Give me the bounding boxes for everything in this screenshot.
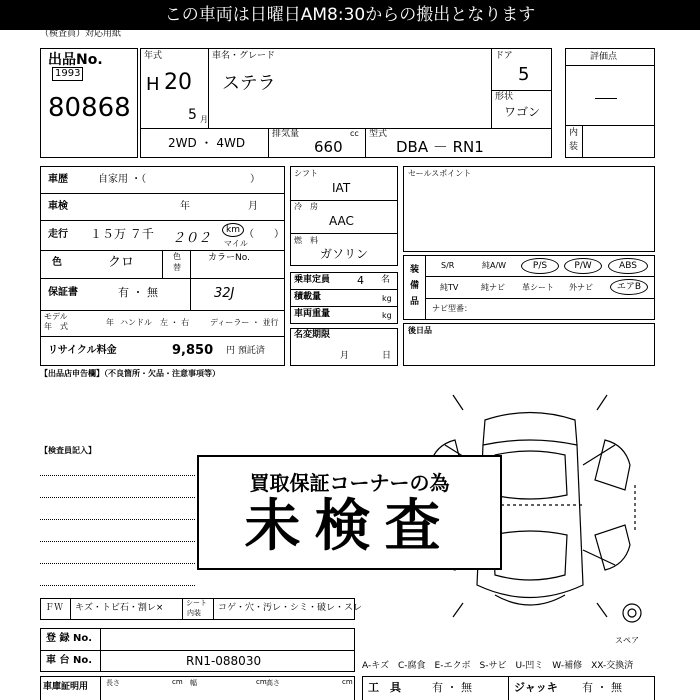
recycle-value: 9,850	[172, 343, 214, 358]
equip-tv: 純TV	[440, 283, 459, 292]
cert-cm-3: cm	[342, 678, 353, 686]
drive-value: 2WD ・ 4WD	[168, 136, 246, 150]
year-month-unit: 月	[200, 115, 208, 124]
displacement-unit: cc	[350, 129, 359, 138]
equip-aw: 純A/W	[482, 261, 507, 270]
history-close: ）	[250, 174, 260, 185]
year-value: 20	[164, 70, 192, 95]
fw-sheet-2: 内装	[187, 609, 201, 617]
shape-label: 形状	[495, 92, 514, 102]
color-label: 色	[52, 257, 62, 268]
damage-legend: A-キズ C-腐食 E-エクボ S-サビ U-凹ミ W-補修 XX-交換済	[362, 661, 634, 671]
grade-label: 評価点	[590, 52, 618, 62]
fw-text1: キズ・トビ石・割レ×	[75, 603, 164, 613]
warranty-label: 保証書	[48, 287, 78, 298]
color-change-2: 替	[173, 263, 181, 272]
dealer-notes-label: 【出品店申告欄】（不良箇所・欠品・注意事項等）	[40, 369, 220, 378]
color-no-label: カラーNo.	[208, 253, 250, 263]
lot-number: 80868	[48, 93, 131, 123]
shape-value: ワゴン	[504, 105, 541, 119]
stamp-top-text: 買取保証コーナーの為	[249, 471, 450, 495]
color-change-1: 色	[173, 252, 181, 261]
mileage-label: 走行	[48, 229, 68, 240]
sales-point-label: セールスポイント	[408, 169, 472, 178]
history-label: 車歴	[48, 174, 68, 185]
equip-ext-navi: 外ナビ	[569, 283, 593, 292]
equipment-label-2: 備	[410, 281, 420, 291]
fw-sheet-1: シート	[186, 599, 207, 607]
cert-label: 車庫証明用	[43, 682, 89, 692]
model-type-label: 型式	[369, 129, 388, 139]
tools-label: 工 具	[368, 681, 401, 694]
history-value: 自家用 ・（	[98, 174, 147, 185]
registration-label: 登 録 No.	[46, 633, 93, 644]
inspector-notes-label: 【検査員記入】	[40, 446, 96, 455]
capacity-label: 乗車定員	[294, 275, 331, 285]
shift-label: シフト	[294, 169, 318, 178]
car-name-value: ステラ	[222, 73, 276, 94]
mileage-paren: （ ）	[244, 229, 284, 240]
equip-ps: P/S	[521, 258, 559, 274]
notice-banner: この車両は日曜日AM8:30からの搬出となります	[0, 0, 700, 30]
jack-value: 有 ・ 無	[582, 681, 622, 694]
recycle-label: リサイクル料金	[48, 345, 117, 356]
tools-value: 有 ・ 無	[432, 681, 472, 694]
mileage-handwritten: ２０２	[172, 231, 212, 246]
cert-width: 幅	[190, 679, 197, 687]
load-unit: kg	[382, 294, 392, 303]
sales-point-box	[403, 166, 655, 252]
after-info-label: 後日品	[408, 326, 432, 335]
equip-sr: S/R	[441, 261, 455, 270]
model-year-l1: モデル	[44, 312, 68, 321]
lot-label: 出品No.	[48, 52, 103, 68]
lot-year: 1993	[52, 67, 83, 81]
year-label: 年式	[144, 51, 163, 61]
handle: ハンドル 左 ・ 右	[120, 318, 190, 327]
stamp-big-text: 未検査	[244, 494, 455, 559]
car-name-label: 車名・グレード	[212, 51, 276, 61]
equip-leather: 革シート	[522, 283, 554, 292]
fuel-label: 燃 料	[294, 236, 318, 245]
recycle-unit: 円 預託済	[226, 346, 265, 356]
cert-height: 高さ	[266, 679, 280, 687]
year-era: H	[146, 74, 160, 95]
ac-label: 冷 房	[294, 202, 318, 211]
name-change-day: 日	[382, 351, 392, 361]
fuel-value: ガソリン	[320, 247, 369, 261]
year-month: 5	[188, 107, 197, 123]
inspection-month: 月	[248, 201, 258, 212]
weight-unit: kg	[382, 311, 392, 320]
ac-value: AAC	[329, 214, 354, 228]
mileage-mile: マイル	[224, 239, 248, 248]
grade-dash	[595, 98, 617, 99]
cert-cm-1: cm	[172, 678, 183, 686]
mileage-km-circle: km	[222, 223, 244, 237]
equip-pw: P/W	[564, 258, 602, 274]
doors-label: ドア	[495, 51, 513, 61]
after-info-box	[403, 323, 655, 366]
mileage-value: １５万 ７千	[90, 227, 154, 241]
cert-cm-2: cm	[256, 678, 267, 686]
equip-abs: ABS	[608, 258, 648, 274]
name-change-label: 名変期限	[294, 330, 331, 340]
equipment-label-1: 装	[410, 265, 420, 275]
cert-length: 長さ	[106, 679, 120, 687]
header-cut-text: （検査員）対応用紙	[40, 29, 122, 39]
capacity-value: 4	[357, 274, 364, 287]
model-year-unit: 年	[106, 318, 114, 327]
color-value: クロ	[108, 255, 135, 270]
equip-airbag: エアB	[610, 279, 648, 295]
equipment-label-3: 品	[410, 297, 420, 307]
dealer: ディーラー ・ 並行	[210, 318, 279, 327]
interior-label-1: 内	[569, 128, 579, 138]
displacement-label: 排気量	[272, 129, 300, 139]
fw-label: ＦＷ	[45, 603, 64, 613]
shift-value: IAT	[332, 181, 351, 195]
doors-value: 5	[518, 64, 530, 85]
fw-text2: コゲ・穴・汚レ・シミ・破レ・スレ	[218, 603, 363, 613]
model-year-l2: 年 式	[44, 322, 68, 331]
nav-model-label: ナビ型番：	[432, 304, 472, 313]
interior-label-2: 装	[569, 142, 579, 152]
inspection-label: 車検	[48, 201, 68, 212]
chassis-label: 車 台 No.	[46, 655, 93, 666]
equip-navi: 純ナビ	[481, 283, 505, 292]
color-no-value: 32J	[214, 286, 235, 301]
warranty-value: 有 ・ 無	[118, 286, 158, 299]
weight-label: 車両重量	[294, 309, 331, 319]
load-label: 積載量	[294, 292, 322, 302]
displacement-value: 660	[314, 138, 343, 156]
uninspected-stamp	[197, 455, 502, 570]
capacity-unit: 名	[381, 275, 391, 285]
spare-label: スペア	[615, 636, 639, 645]
name-change-month: 月	[340, 351, 350, 361]
model-type-value: DBA － RN1	[396, 138, 484, 156]
chassis-value: RN1-088030	[186, 654, 262, 668]
jack-label: ジャッキ	[514, 681, 558, 694]
inspection-year: 年	[180, 201, 190, 212]
